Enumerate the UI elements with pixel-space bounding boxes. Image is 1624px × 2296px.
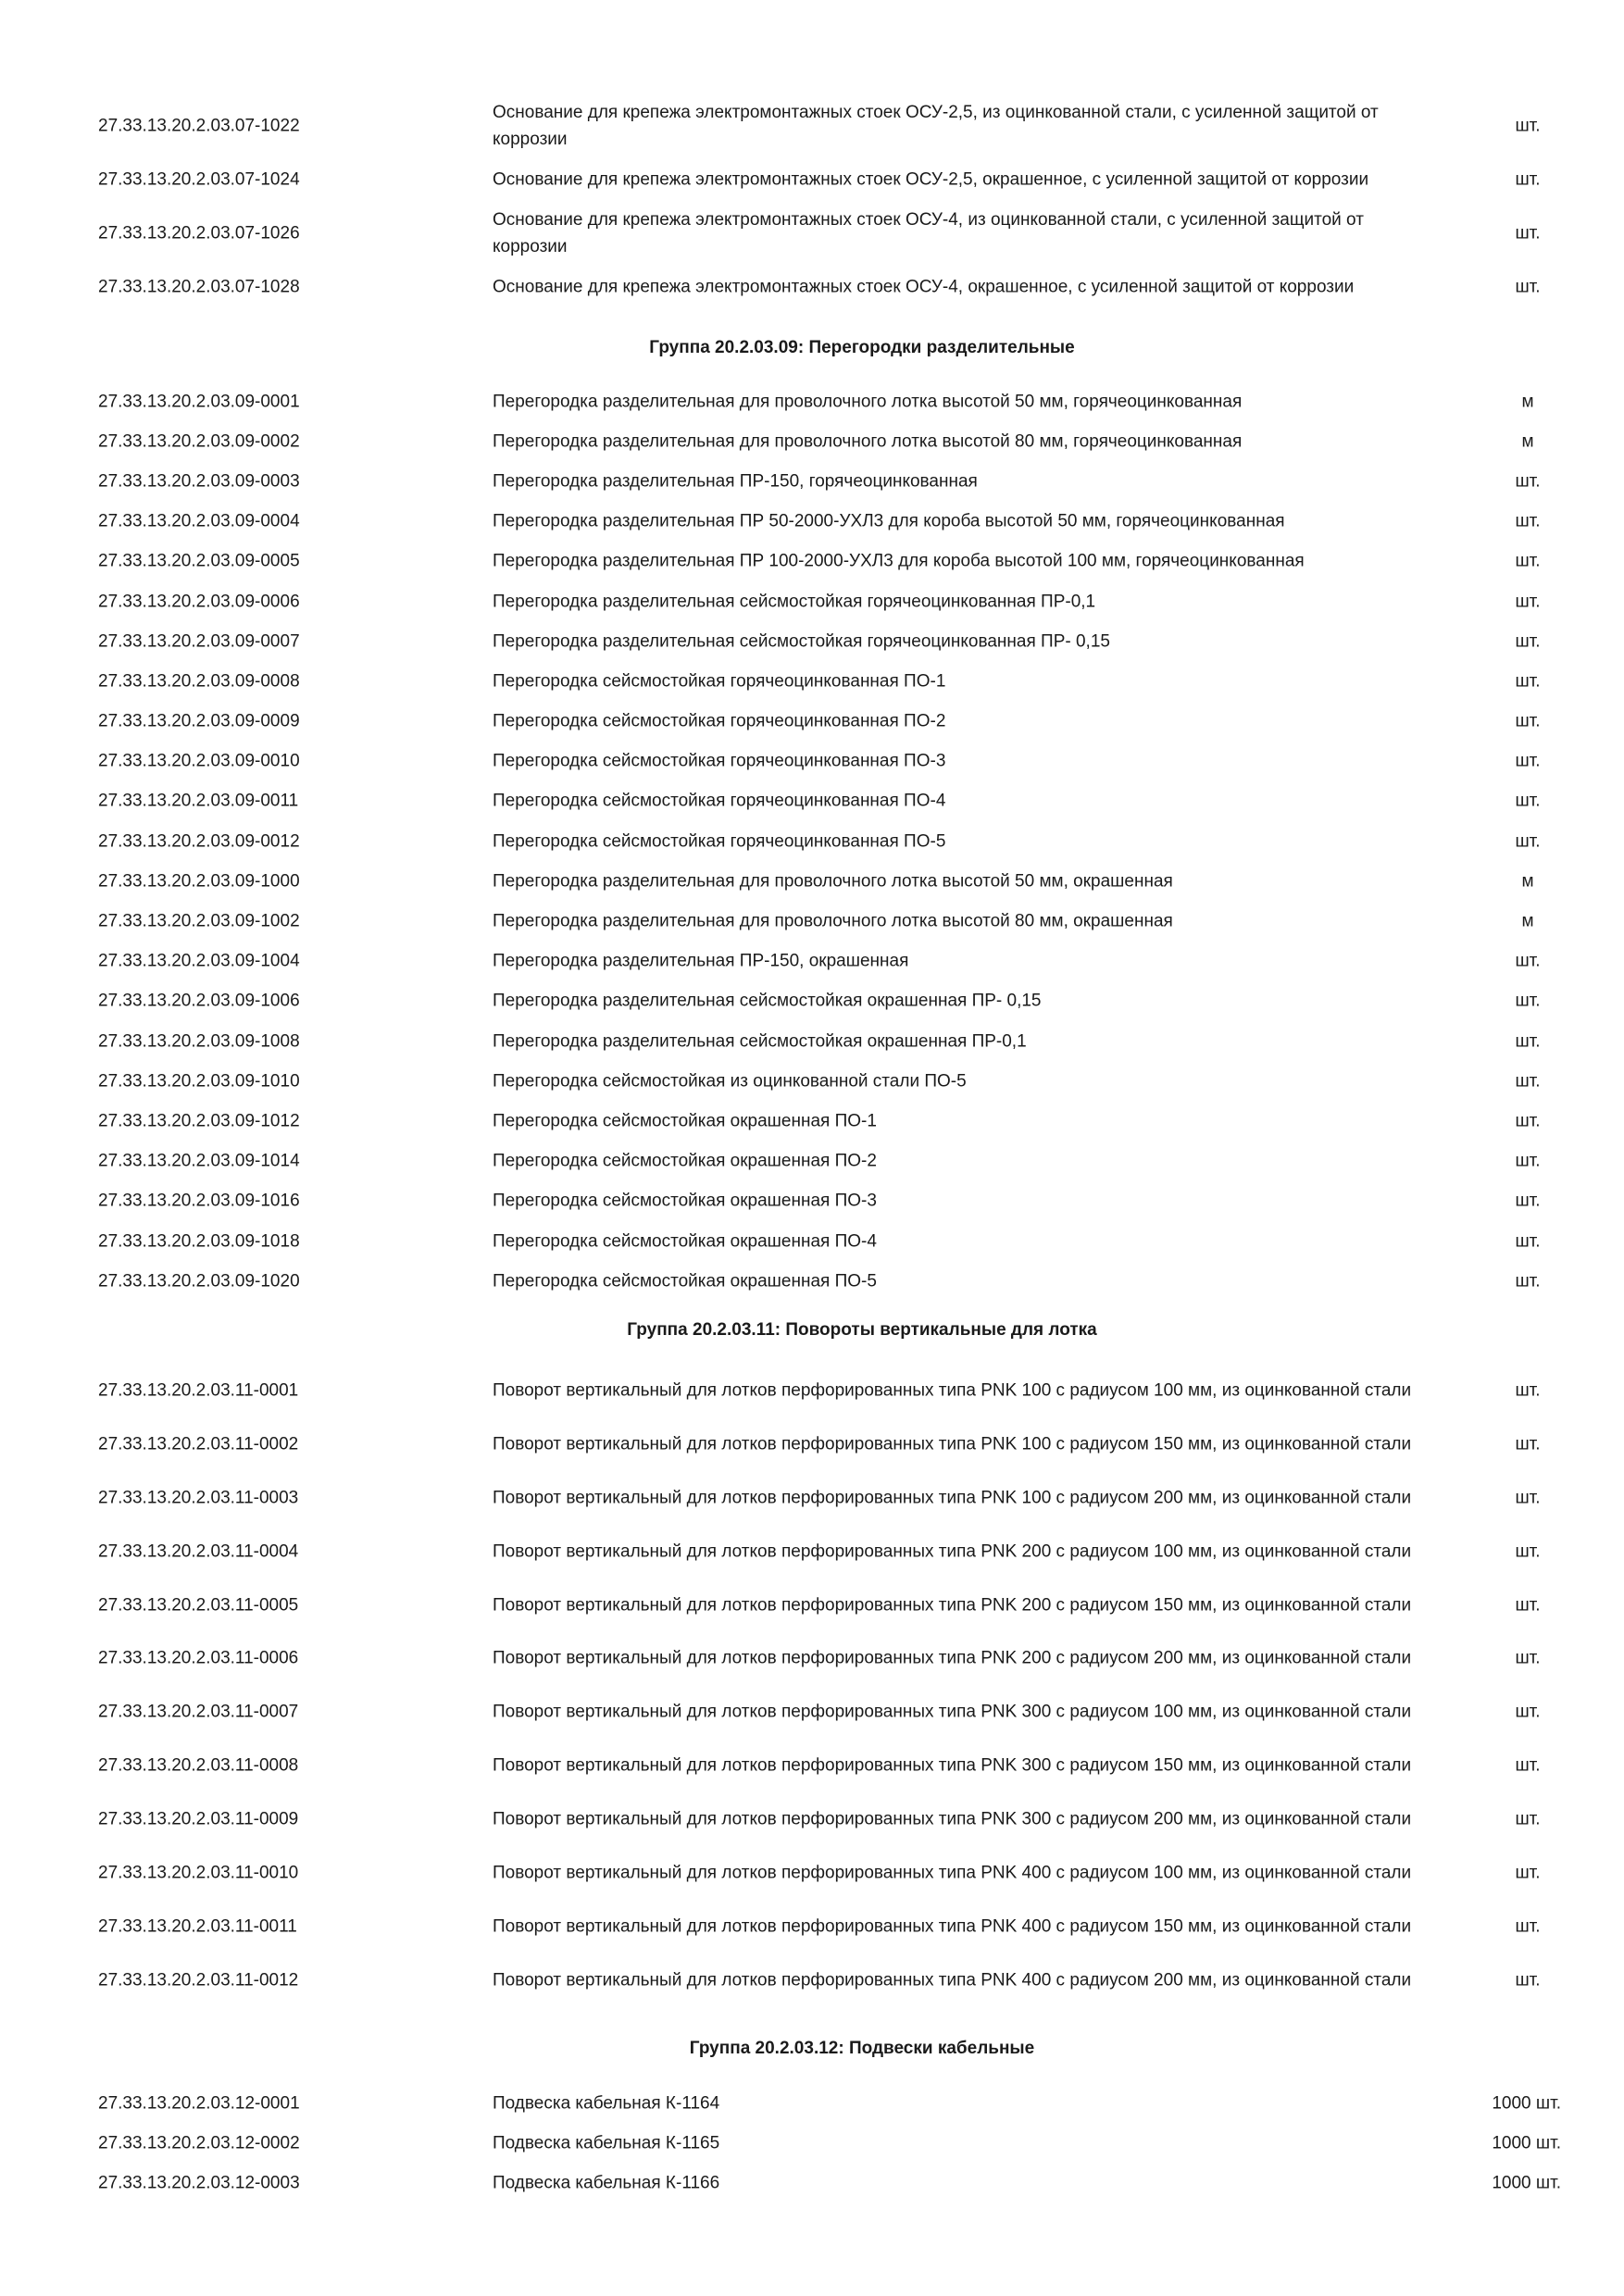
item-name: Перегородка сейсмостойкая окрашенная ПО-3 — [493, 1191, 877, 1211]
item-unit: шт. — [1515, 1231, 1541, 1252]
table-row — [0, 260, 1624, 314]
item-unit: шт. — [1515, 1595, 1541, 1615]
table-row — [0, 1101, 1624, 1141]
item-unit: шт. — [1515, 1111, 1541, 1131]
table-row — [0, 742, 1624, 781]
table-row — [0, 1525, 1624, 1578]
item-name: Перегородка сейсмостойкая горячеоцинкованная ПО-4 — [493, 791, 946, 811]
table-row — [0, 2123, 1624, 2163]
item-name: Перегородка разделительная для проволочного лотка высотой 80 мм, окрашенная — [493, 911, 1173, 931]
item-unit: шт. — [1515, 951, 1541, 971]
item-code: 27.33.13.20.2.03.11-0001 — [98, 1380, 299, 1401]
item-name: Поворот вертикальный для лотков перфорированных типа PNK 200 с радиусом 200 мм, из оцинкованной стали — [493, 1648, 1412, 1668]
item-unit: шт. — [1515, 1648, 1541, 1668]
item-name: Перегородка разделительная для проволочного лотка высотой 50 мм, горячеоцинкованная — [493, 392, 1243, 412]
table-row — [0, 1900, 1624, 1953]
item-code: 27.33.13.20.2.03.09-1020 — [98, 1271, 300, 1292]
group-title: Группа 20.2.03.09: Перегородки разделительные — [649, 338, 1075, 357]
item-code: 27.33.13.20.2.03.11-0010 — [98, 1863, 299, 1883]
table-row — [0, 421, 1624, 461]
item-unit: м — [1521, 871, 1534, 892]
item-code: 27.33.13.20.2.03.09-0007 — [98, 631, 300, 652]
table-row — [0, 661, 1624, 701]
item-name: Поворот вертикальный для лотков перфорированных типа PNK 200 с радиусом 100 мм, из оцинкованной стали — [493, 1541, 1412, 1562]
item-unit: шт. — [1515, 1916, 1541, 1937]
item-code: 27.33.13.20.2.03.07-1028 — [98, 277, 300, 297]
table-row — [0, 1953, 1624, 2007]
table-row — [0, 861, 1624, 901]
table-row — [0, 99, 1624, 153]
table-row — [0, 1631, 1624, 1685]
item-code: 27.33.13.20.2.03.12-0002 — [98, 2133, 300, 2153]
table-row — [0, 581, 1624, 621]
item-name: Перегородка разделительная для проволочного лотка высотой 80 мм, горячеоцинкованная — [493, 431, 1243, 452]
item-unit: 1000 шт. — [1492, 2093, 1561, 2114]
item-unit: шт. — [1515, 1380, 1541, 1401]
table-row — [0, 1578, 1624, 1632]
item-code: 27.33.13.20.2.03.11-0006 — [98, 1648, 299, 1668]
item-code: 27.33.13.20.2.03.11-0003 — [98, 1488, 299, 1508]
group-title: Группа 20.2.03.12: Подвески кабельные — [689, 2039, 1035, 2058]
item-name: Перегородка сейсмостойкая окрашенная ПО-4 — [493, 1231, 877, 1252]
item-name: Поворот вертикальный для лотков перфорированных типа PNK 300 с радиусом 100 мм, из оцинкованной стали — [493, 1702, 1412, 1722]
table-row — [0, 981, 1624, 1021]
item-code: 27.33.13.20.2.03.12-0003 — [98, 2173, 300, 2193]
item-code: 27.33.13.20.2.03.09-0006 — [98, 592, 300, 612]
item-unit: шт. — [1515, 791, 1541, 811]
item-code: 27.33.13.20.2.03.09-0009 — [98, 711, 300, 731]
item-name: Перегородка разделительная ПР-150, горячеоцинкованная — [493, 471, 978, 492]
table-row — [0, 153, 1624, 206]
item-name: Перегородка сейсмостойкая окрашенная ПО-2 — [493, 1151, 877, 1171]
table-row — [0, 1685, 1624, 1739]
table-row — [0, 2163, 1624, 2202]
table-row — [0, 1021, 1624, 1061]
table-row — [0, 2083, 1624, 2123]
item-code: 27.33.13.20.2.03.09-1012 — [98, 1111, 300, 1131]
item-unit: шт. — [1515, 1191, 1541, 1211]
item-unit: 1000 шт. — [1492, 2133, 1561, 2153]
item-name: Поворот вертикальный для лотков перфорированных типа PNK 300 с радиусом 150 мм, из оцинкованной стали — [493, 1755, 1412, 1776]
item-unit: шт. — [1515, 223, 1541, 243]
item-code: 27.33.13.20.2.03.09-0001 — [98, 392, 300, 412]
item-unit: шт. — [1515, 1970, 1541, 1990]
item-name: Поворот вертикальный для лотков перфорированных типа PNK 100 с радиусом 200 мм, из оцинкованной стали — [493, 1488, 1412, 1508]
item-code: 27.33.13.20.2.03.11-0008 — [98, 1755, 299, 1776]
item-name: Основание для крепежа электромонтажных стоек ОСУ-4, из оцинкованной стали, с усиленной защитой от коррозии — [493, 209, 1364, 256]
item-name: Перегородка сейсмостойкая горячеоцинкованная ПО-2 — [493, 711, 946, 731]
item-code: 27.33.13.20.2.03.09-0004 — [98, 511, 300, 531]
table-row — [0, 1471, 1624, 1525]
item-code: 27.33.13.20.2.03.11-0011 — [98, 1916, 297, 1937]
table-row — [0, 206, 1624, 260]
item-unit: м — [1521, 392, 1534, 412]
table-row — [0, 702, 1624, 742]
item-unit: шт. — [1515, 751, 1541, 771]
item-unit: шт. — [1515, 831, 1541, 852]
item-code: 27.33.13.20.2.03.09-0012 — [98, 831, 300, 852]
item-unit: м — [1521, 911, 1534, 931]
table-row — [0, 502, 1624, 542]
item-unit: шт. — [1515, 1434, 1541, 1454]
item-code: 27.33.13.20.2.03.09-1004 — [98, 951, 300, 971]
table-row — [0, 1142, 1624, 1181]
item-code: 27.33.13.20.2.03.11-0002 — [98, 1434, 299, 1454]
table-row — [0, 542, 1624, 581]
table-row — [0, 1221, 1624, 1261]
item-unit: шт. — [1515, 1271, 1541, 1292]
item-name: Основание для крепежа электромонтажных стоек ОСУ-2,5, окрашенное, с усиленной защитой от коррозии — [493, 169, 1369, 190]
item-name: Перегородка разделительная сейсмостойкая окрашенная ПР- 0,15 — [493, 991, 1042, 1011]
group-09-rows — [0, 381, 1624, 1301]
item-unit: шт. — [1515, 592, 1541, 612]
table-row — [0, 1261, 1624, 1301]
item-code: 27.33.13.20.2.03.12-0001 — [98, 2093, 300, 2114]
item-unit: шт. — [1515, 471, 1541, 492]
item-unit: шт. — [1515, 711, 1541, 731]
item-name: Поворот вертикальный для лотков перфорированных типа PNK 200 с радиусом 150 мм, из оцинкованной стали — [493, 1595, 1412, 1615]
item-unit: шт. — [1515, 511, 1541, 531]
item-code: 27.33.13.20.2.03.09-1018 — [98, 1231, 300, 1252]
item-code: 27.33.13.20.2.03.07-1026 — [98, 223, 300, 243]
item-name: Подвеска кабельная К-1164 — [493, 2093, 720, 2114]
item-unit: шт. — [1515, 1151, 1541, 1171]
item-name: Поворот вертикальный для лотков перфорированных типа PNK 400 с радиусом 100 мм, из оцинкованной стали — [493, 1863, 1412, 1883]
item-unit: м — [1521, 431, 1534, 452]
item-name: Перегородка сейсмостойкая из оцинкованной стали ПО-5 — [493, 1071, 967, 1092]
item-code: 27.33.13.20.2.03.11-0007 — [98, 1702, 299, 1722]
item-unit: шт. — [1515, 631, 1541, 652]
item-unit: шт. — [1515, 1755, 1541, 1776]
item-name: Перегородка сейсмостойкая окрашенная ПО-5 — [493, 1271, 877, 1292]
item-name: Подвеска кабельная К-1166 — [493, 2173, 720, 2193]
group-title: Группа 20.2.03.11: Повороты вертикальные для лотка — [627, 1320, 1097, 1340]
item-name: Поворот вертикальный для лотков перфорированных типа PNK 100 с радиусом 150 мм, из оцинкованной стали — [493, 1434, 1412, 1454]
item-unit: шт. — [1515, 116, 1541, 136]
table-row — [0, 901, 1624, 941]
item-unit: шт. — [1515, 991, 1541, 1011]
item-name: Поворот вертикальный для лотков перфорированных типа PNK 100 с радиусом 100 мм, из оцинкованной стали — [493, 1380, 1412, 1401]
item-code: 27.33.13.20.2.03.09-1016 — [98, 1191, 300, 1211]
item-unit: шт. — [1515, 551, 1541, 571]
table-row — [0, 781, 1624, 821]
table-row — [0, 1364, 1624, 1417]
table-row — [0, 1739, 1624, 1792]
group-11-rows — [0, 1364, 1624, 2007]
table-row — [0, 1417, 1624, 1471]
item-code: 27.33.13.20.2.03.09-0008 — [98, 671, 300, 692]
table-row — [0, 942, 1624, 981]
item-code: 27.33.13.20.2.03.07-1024 — [98, 169, 300, 190]
table-row — [0, 381, 1624, 421]
item-name: Перегородка сейсмостойкая горячеоцинкованная ПО-1 — [493, 671, 946, 692]
item-name: Перегородка сейсмостойкая горячеоцинкованная ПО-5 — [493, 831, 946, 852]
item-code: 27.33.13.20.2.03.11-0009 — [98, 1809, 299, 1829]
item-code: 27.33.13.20.2.03.09-0011 — [98, 791, 299, 811]
item-code: 27.33.13.20.2.03.11-0005 — [98, 1595, 299, 1615]
item-name: Перегородка разделительная сейсмостойкая горячеоцинкованная ПР-0,1 — [493, 592, 1096, 612]
item-name: Основание для крепежа электромонтажных стоек ОСУ-2,5, из оцинкованной стали, с усиленной защитой от коррозии — [493, 102, 1379, 149]
item-name: Поворот вертикальный для лотков перфорированных типа PNK 400 с радиусом 150 мм, из оцинкованной стали — [493, 1916, 1412, 1937]
item-name: Перегородка сейсмостойкая горячеоцинкованная ПО-3 — [493, 751, 946, 771]
group-12-rows — [0, 2083, 1624, 2203]
item-unit: шт. — [1515, 1541, 1541, 1562]
table-row — [0, 621, 1624, 661]
item-unit: 1000 шт. — [1492, 2173, 1561, 2193]
item-unit: шт. — [1515, 1071, 1541, 1092]
item-unit: шт. — [1515, 1702, 1541, 1722]
item-name: Перегородка разделительная для проволочного лотка высотой 50 мм, окрашенная — [493, 871, 1173, 892]
item-code: 27.33.13.20.2.03.09-0002 — [98, 431, 300, 452]
item-unit: шт. — [1515, 169, 1541, 190]
item-code: 27.33.13.20.2.03.09-1010 — [98, 1071, 300, 1092]
item-code: 27.33.13.20.2.03.09-1002 — [98, 911, 300, 931]
table-row — [0, 1181, 1624, 1221]
item-code: 27.33.13.20.2.03.09-1008 — [98, 1031, 300, 1052]
item-name: Перегородка разделительная ПР 50-2000-УХЛ3 для короба высотой 50 мм, горячеоцинкованная — [493, 511, 1285, 531]
item-code: 27.33.13.20.2.03.09-1014 — [98, 1151, 300, 1171]
table-row — [0, 461, 1624, 501]
item-code: 27.33.13.20.2.03.07-1022 — [98, 116, 300, 136]
item-name: Перегородка разделительная сейсмостойкая окрашенная ПР-0,1 — [493, 1031, 1027, 1052]
item-code: 27.33.13.20.2.03.09-0005 — [98, 551, 300, 571]
item-name: Поворот вертикальный для лотков перфорированных типа PNK 300 с радиусом 200 мм, из оцинкованной стали — [493, 1809, 1412, 1829]
item-name: Основание для крепежа электромонтажных стоек ОСУ-4, окрашенное, с усиленной защитой от коррозии — [493, 277, 1355, 297]
item-name: Поворот вертикальный для лотков перфорированных типа PNK 400 с радиусом 200 мм, из оцинкованной стали — [493, 1970, 1412, 1990]
item-code: 27.33.13.20.2.03.09-1000 — [98, 871, 300, 892]
item-code: 27.33.13.20.2.03.09-0010 — [98, 751, 300, 771]
item-code: 27.33.13.20.2.03.11-0012 — [98, 1970, 299, 1990]
item-unit: шт. — [1515, 277, 1541, 297]
item-unit: шт. — [1515, 1488, 1541, 1508]
item-name: Перегородка разделительная ПР 100-2000-УХЛ3 для короба высотой 100 мм, горячеоцинкованная — [493, 551, 1305, 571]
item-code: 27.33.13.20.2.03.09-0003 — [98, 471, 300, 492]
item-code: 27.33.13.20.2.03.09-1006 — [98, 991, 300, 1011]
item-unit: шт. — [1515, 1863, 1541, 1883]
table-row — [0, 1061, 1624, 1101]
rows-top-section — [0, 99, 1624, 314]
item-name: Подвеска кабельная К-1165 — [493, 2133, 720, 2153]
item-code: 27.33.13.20.2.03.11-0004 — [98, 1541, 299, 1562]
item-name: Перегородка разделительная сейсмостойкая горячеоцинкованная ПР- 0,15 — [493, 631, 1110, 652]
item-unit: шт. — [1515, 1809, 1541, 1829]
item-name: Перегородка сейсмостойкая окрашенная ПО-1 — [493, 1111, 877, 1131]
item-name: Перегородка разделительная ПР-150, окрашенная — [493, 951, 909, 971]
table-row — [0, 821, 1624, 861]
item-unit: шт. — [1515, 1031, 1541, 1052]
item-unit: шт. — [1515, 671, 1541, 692]
table-row — [0, 1792, 1624, 1846]
table-row — [0, 1846, 1624, 1900]
